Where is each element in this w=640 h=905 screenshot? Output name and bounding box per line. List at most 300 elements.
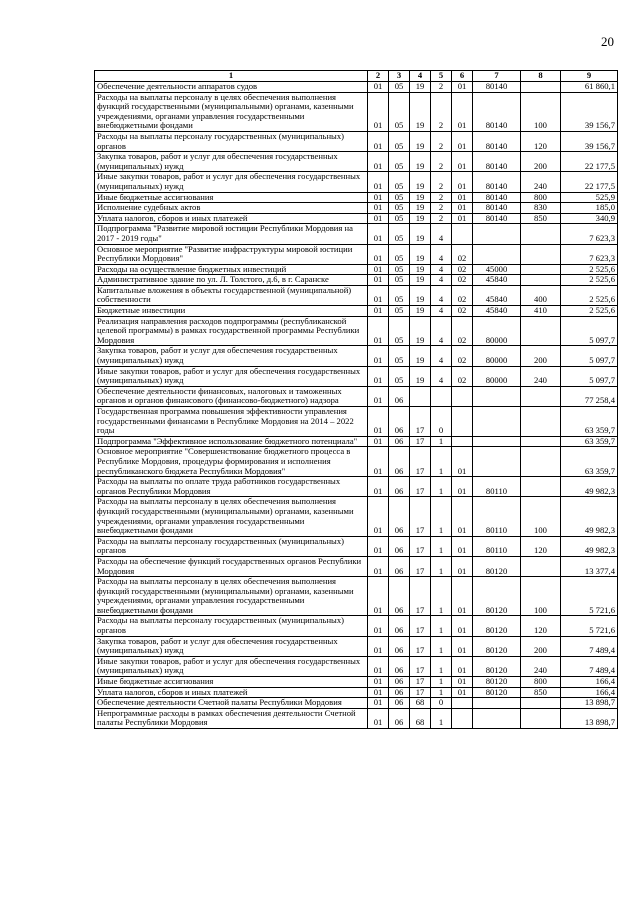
row-code-cell: 01 [452, 636, 473, 656]
row-amount-cell: 2 525,6 [561, 264, 618, 275]
row-code-cell [473, 708, 521, 728]
row-code-cell: 01 [368, 698, 389, 709]
row-name-cell: Исполнение судебных актов [95, 203, 368, 214]
row-code-cell: 19 [410, 82, 431, 93]
row-code-cell: 05 [389, 92, 410, 131]
row-code-cell: 02 [452, 316, 473, 346]
row-amount-cell: 22 177,5 [561, 172, 618, 192]
row-code-cell: 45840 [473, 285, 521, 305]
row-code-cell: 06 [389, 687, 410, 698]
row-code-cell: 01 [452, 616, 473, 636]
row-code-cell: 01 [452, 687, 473, 698]
row-code-cell [521, 82, 561, 93]
row-code-cell: 1 [431, 497, 452, 536]
row-code-cell: 4 [431, 275, 452, 286]
row-amount-cell: 13 898,7 [561, 698, 618, 709]
row-amount-cell: 22 177,5 [561, 152, 618, 172]
row-code-cell: 4 [431, 285, 452, 305]
row-code-cell: 01 [368, 92, 389, 131]
row-name-cell: Иные бюджетные ассигнования [95, 192, 368, 203]
row-amount-cell: 5 097,7 [561, 346, 618, 366]
row-code-cell: 4 [431, 264, 452, 275]
row-code-cell: 01 [368, 213, 389, 224]
row-code-cell: 80120 [473, 677, 521, 688]
row-name-cell: Закупка товаров, работ и услуг для обеспечения государственных (муниципальных) нужд [95, 346, 368, 366]
row-amount-cell: 39 156,7 [561, 92, 618, 131]
row-code-cell: 01 [368, 192, 389, 203]
row-code-cell: 01 [368, 244, 389, 264]
row-code-cell: 01 [368, 306, 389, 317]
row-amount-cell: 166,4 [561, 677, 618, 688]
row-code-cell: 05 [389, 192, 410, 203]
row-code-cell: 06 [389, 677, 410, 688]
row-code-cell: 06 [389, 477, 410, 497]
row-code-cell [452, 698, 473, 709]
row-code-cell: 19 [410, 316, 431, 346]
row-code-cell: 17 [410, 536, 431, 556]
row-code-cell: 830 [521, 203, 561, 214]
row-code-cell [452, 708, 473, 728]
row-code-cell: 05 [389, 346, 410, 366]
row-name-cell: Расходы на выплаты персоналу в целях обеспечения выполнения функций государственными (муниципальными) органами, казенными учреждениями, органами управления государственными внебюджетными фондами [95, 92, 368, 131]
row-amount-cell: 13 377,4 [561, 556, 618, 576]
row-code-cell: 01 [368, 677, 389, 688]
row-code-cell: 01 [368, 224, 389, 244]
table-row [95, 306, 618, 317]
row-amount-cell: 61 860,1 [561, 82, 618, 93]
row-code-cell: 17 [410, 436, 431, 447]
row-code-cell: 06 [389, 708, 410, 728]
row-code-cell [521, 477, 561, 497]
row-code-cell: 2 [431, 203, 452, 214]
row-code-cell: 17 [410, 556, 431, 576]
row-name-cell: Иные закупки товаров, работ и услуг для обеспечения государственных (муниципальных) нужд [95, 172, 368, 192]
row-code-cell: 02 [452, 264, 473, 275]
table-row [95, 131, 618, 151]
row-code-cell: 01 [368, 131, 389, 151]
row-code-cell: 80120 [473, 616, 521, 636]
row-code-cell: 80140 [473, 152, 521, 172]
row-name-cell: Расходы на выплаты персоналу государственных (муниципальных) органов [95, 616, 368, 636]
row-code-cell: 05 [389, 306, 410, 317]
row-code-cell: 240 [521, 366, 561, 386]
row-code-cell: 80120 [473, 556, 521, 576]
row-code-cell: 01 [368, 536, 389, 556]
row-code-cell: 01 [368, 316, 389, 346]
row-code-cell: 19 [410, 131, 431, 151]
row-name-cell: Иные закупки товаров, работ и услуг для обеспечения государственных (муниципальных) нужд [95, 366, 368, 386]
row-code-cell: 410 [521, 306, 561, 317]
row-code-cell: 4 [431, 224, 452, 244]
row-code-cell [521, 447, 561, 477]
row-code-cell: 80140 [473, 172, 521, 192]
row-code-cell: 01 [368, 152, 389, 172]
row-code-cell: 02 [452, 346, 473, 366]
table-row [95, 708, 618, 728]
row-amount-cell: 7 489,4 [561, 636, 618, 656]
row-code-cell: 4 [431, 306, 452, 317]
table-row [95, 677, 618, 688]
row-code-cell: 45840 [473, 275, 521, 286]
row-code-cell: 2 [431, 131, 452, 151]
table-row [95, 192, 618, 203]
row-name-cell: Расходы на выплаты по оплате труда работников государственных органов Республики Мордовия [95, 477, 368, 497]
row-code-cell: 80120 [473, 636, 521, 656]
row-code-cell: 45840 [473, 306, 521, 317]
row-code-cell: 01 [368, 687, 389, 698]
row-amount-cell: 2 525,6 [561, 285, 618, 305]
row-code-cell: 01 [452, 556, 473, 576]
row-name-cell: Уплата налогов, сборов и иных платежей [95, 687, 368, 698]
row-code-cell: 06 [389, 447, 410, 477]
row-code-cell [521, 386, 561, 406]
row-code-cell: 06 [389, 556, 410, 576]
row-code-cell: 4 [431, 316, 452, 346]
row-code-cell: 01 [368, 203, 389, 214]
budget-table [94, 70, 618, 729]
row-amount-cell: 49 982,3 [561, 477, 618, 497]
row-code-cell: 80120 [473, 577, 521, 616]
row-code-cell: 120 [521, 131, 561, 151]
row-code-cell: 68 [410, 708, 431, 728]
row-code-cell [431, 386, 452, 406]
row-code-cell: 1 [431, 677, 452, 688]
row-code-cell: 01 [452, 656, 473, 676]
row-code-cell: 01 [368, 497, 389, 536]
row-name-cell: Бюджетные инвестиции [95, 306, 368, 317]
row-code-cell: 19 [410, 244, 431, 264]
table-row [95, 366, 618, 386]
row-amount-cell: 166,4 [561, 687, 618, 698]
row-name-cell: Расходы на обеспечение функций государственных органов Республики Мордовия [95, 556, 368, 576]
row-code-cell [452, 224, 473, 244]
row-code-cell: 80140 [473, 203, 521, 214]
row-code-cell [521, 556, 561, 576]
row-code-cell: 2 [431, 92, 452, 131]
row-name-cell: Расходы на выплаты персоналу государственных (муниципальных) органов [95, 131, 368, 151]
row-code-cell: 01 [452, 677, 473, 688]
table-row [95, 636, 618, 656]
row-code-cell: 17 [410, 477, 431, 497]
column-header: 7 [473, 71, 521, 82]
row-code-cell: 06 [389, 386, 410, 406]
row-code-cell: 1 [431, 708, 452, 728]
table-row [95, 275, 618, 286]
row-code-cell: 05 [389, 131, 410, 151]
table-row [95, 536, 618, 556]
row-code-cell: 19 [410, 172, 431, 192]
row-code-cell: 01 [368, 264, 389, 275]
row-code-cell [452, 407, 473, 437]
row-code-cell: 01 [452, 536, 473, 556]
row-code-cell: 01 [452, 82, 473, 93]
table-row [95, 577, 618, 616]
row-amount-cell: 49 982,3 [561, 497, 618, 536]
table-row [95, 213, 618, 224]
row-code-cell: 800 [521, 192, 561, 203]
row-code-cell: 02 [452, 306, 473, 317]
table-row [95, 497, 618, 536]
table-row [95, 285, 618, 305]
row-code-cell: 19 [410, 366, 431, 386]
row-code-cell: 80000 [473, 366, 521, 386]
row-name-cell: Капитальные вложения в объекты государственной (муниципальной) собственности [95, 285, 368, 305]
row-code-cell: 01 [368, 656, 389, 676]
row-code-cell: 06 [389, 407, 410, 437]
row-code-cell: 240 [521, 172, 561, 192]
row-code-cell: 01 [368, 275, 389, 286]
row-name-cell: Закупка товаров, работ и услуг для обеспечения государственных (муниципальных) нужд [95, 152, 368, 172]
row-amount-cell: 7 623,3 [561, 244, 618, 264]
row-code-cell: 01 [452, 497, 473, 536]
row-amount-cell: 5 721,6 [561, 616, 618, 636]
row-code-cell: 01 [368, 447, 389, 477]
row-code-cell: 02 [452, 244, 473, 264]
row-code-cell: 01 [368, 407, 389, 437]
row-code-cell: 2 [431, 152, 452, 172]
row-name-cell: Обеспечение деятельности аппаратов судов [95, 82, 368, 93]
row-code-cell: 05 [389, 152, 410, 172]
row-code-cell [521, 316, 561, 346]
row-code-cell: 17 [410, 577, 431, 616]
row-amount-cell: 7 623,3 [561, 224, 618, 244]
row-code-cell: 17 [410, 497, 431, 536]
table-row [95, 244, 618, 264]
row-name-cell: Административное здание по ул. Л. Толстого, д.6, в г. Саранске [95, 275, 368, 286]
column-header: 5 [431, 71, 452, 82]
row-code-cell: 01 [368, 82, 389, 93]
row-code-cell: 19 [410, 285, 431, 305]
row-code-cell [473, 244, 521, 264]
row-code-cell: 850 [521, 213, 561, 224]
row-code-cell: 80110 [473, 477, 521, 497]
row-code-cell: 80140 [473, 82, 521, 93]
row-code-cell: 1 [431, 436, 452, 447]
row-code-cell [521, 698, 561, 709]
row-code-cell: 01 [368, 285, 389, 305]
row-amount-cell: 2 525,6 [561, 306, 618, 317]
row-code-cell: 80120 [473, 656, 521, 676]
row-code-cell: 01 [368, 386, 389, 406]
page-number: 20 [601, 34, 614, 49]
row-code-cell: 19 [410, 203, 431, 214]
row-code-cell: 17 [410, 656, 431, 676]
row-code-cell: 05 [389, 244, 410, 264]
row-amount-cell: 77 258,4 [561, 386, 618, 406]
row-code-cell: 02 [452, 285, 473, 305]
row-name-cell: Расходы на выплаты персоналу в целях обеспечения выполнения функций государственными (муниципальными) органами, казенными учреждениями, органами управления государственными внебюджетными фондами [95, 577, 368, 616]
row-name-cell: Подпрограмма "Эффективное использование бюджетного потенциала" [95, 436, 368, 447]
row-code-cell: 01 [452, 152, 473, 172]
row-code-cell: 17 [410, 677, 431, 688]
row-code-cell: 17 [410, 687, 431, 698]
row-code-cell: 80000 [473, 346, 521, 366]
table-row [95, 264, 618, 275]
row-code-cell: 01 [368, 556, 389, 576]
row-code-cell: 1 [431, 477, 452, 497]
row-code-cell: 1 [431, 616, 452, 636]
row-code-cell: 1 [431, 556, 452, 576]
row-code-cell: 19 [410, 192, 431, 203]
row-code-cell: 17 [410, 447, 431, 477]
row-code-cell: 80140 [473, 192, 521, 203]
row-code-cell: 19 [410, 306, 431, 317]
row-code-cell: 01 [452, 447, 473, 477]
row-code-cell: 17 [410, 616, 431, 636]
row-code-cell [473, 386, 521, 406]
row-code-cell: 05 [389, 224, 410, 244]
table-row [95, 698, 618, 709]
row-code-cell [473, 447, 521, 477]
row-code-cell: 05 [389, 275, 410, 286]
row-code-cell: 02 [452, 275, 473, 286]
row-code-cell: 01 [368, 708, 389, 728]
row-code-cell: 2 [431, 213, 452, 224]
row-code-cell: 2 [431, 172, 452, 192]
row-code-cell: 05 [389, 203, 410, 214]
row-amount-cell: 7 489,4 [561, 656, 618, 676]
row-code-cell: 05 [389, 316, 410, 346]
table-row [95, 556, 618, 576]
row-code-cell: 200 [521, 152, 561, 172]
row-amount-cell: 63 359,7 [561, 407, 618, 437]
row-code-cell: 06 [389, 497, 410, 536]
table-row [95, 172, 618, 192]
row-code-cell: 19 [410, 152, 431, 172]
row-amount-cell: 5 097,7 [561, 316, 618, 346]
row-code-cell: 01 [452, 172, 473, 192]
row-code-cell: 01 [368, 172, 389, 192]
column-header: 4 [410, 71, 431, 82]
row-code-cell: 17 [410, 407, 431, 437]
table-row [95, 616, 618, 636]
table-row [95, 407, 618, 437]
row-name-cell: Государственная программа повышения эффективности управления государственными финансами в Республике Мордовия на 2014 – 2022 годы [95, 407, 368, 437]
row-code-cell: 80120 [473, 687, 521, 698]
row-code-cell: 80110 [473, 497, 521, 536]
row-name-cell: Непрограммные расходы в рамках обеспечения деятельности Счетной палаты Республики Мордовия [95, 708, 368, 728]
row-code-cell: 100 [521, 92, 561, 131]
row-code-cell: 06 [389, 616, 410, 636]
row-amount-cell: 525,9 [561, 192, 618, 203]
table-row [95, 316, 618, 346]
table-row [95, 152, 618, 172]
row-code-cell [521, 436, 561, 447]
row-code-cell [521, 244, 561, 264]
row-code-cell: 06 [389, 536, 410, 556]
row-code-cell: 0 [431, 698, 452, 709]
column-header: 2 [368, 71, 389, 82]
row-code-cell: 01 [452, 577, 473, 616]
row-name-cell: Реализация направления расходов подпрограммы (республиканской целевой программы) в рамках государственной программы Республики Мордовия [95, 316, 368, 346]
row-code-cell: 80140 [473, 92, 521, 131]
row-code-cell: 01 [452, 203, 473, 214]
row-code-cell: 800 [521, 677, 561, 688]
row-name-cell: Иные бюджетные ассигнования [95, 677, 368, 688]
row-code-cell [521, 407, 561, 437]
row-code-cell: 1 [431, 577, 452, 616]
row-code-cell: 1 [431, 447, 452, 477]
row-code-cell: 1 [431, 636, 452, 656]
row-code-cell: 19 [410, 224, 431, 244]
row-code-cell [521, 275, 561, 286]
row-code-cell: 1 [431, 536, 452, 556]
row-code-cell: 06 [389, 698, 410, 709]
table-row [95, 687, 618, 698]
table-row [95, 477, 618, 497]
row-code-cell: 05 [389, 264, 410, 275]
row-amount-cell: 39 156,7 [561, 131, 618, 151]
row-code-cell: 02 [452, 366, 473, 386]
table-row [95, 447, 618, 477]
row-amount-cell: 13 898,7 [561, 708, 618, 728]
row-code-cell [410, 386, 431, 406]
row-code-cell: 05 [389, 172, 410, 192]
column-header: 6 [452, 71, 473, 82]
row-code-cell: 01 [452, 213, 473, 224]
row-name-cell: Обеспечение деятельности Счетной палаты Республики Мордовия [95, 698, 368, 709]
row-code-cell: 850 [521, 687, 561, 698]
row-code-cell: 05 [389, 285, 410, 305]
row-amount-cell: 5 097,7 [561, 366, 618, 386]
row-code-cell: 4 [431, 244, 452, 264]
row-code-cell [521, 708, 561, 728]
column-header: 3 [389, 71, 410, 82]
row-code-cell: 06 [389, 436, 410, 447]
row-code-cell: 19 [410, 213, 431, 224]
row-code-cell: 1 [431, 656, 452, 676]
row-name-cell: Закупка товаров, работ и услуг для обеспечения государственных (муниципальных) нужд [95, 636, 368, 656]
row-code-cell: 4 [431, 366, 452, 386]
row-name-cell: Обеспечение деятельности финансовых, налоговых и таможенных органов и органов финансового (финансово-бюджетного) надзора [95, 386, 368, 406]
row-name-cell: Уплата налогов, сборов и иных платежей [95, 213, 368, 224]
row-code-cell: 4 [431, 346, 452, 366]
row-amount-cell: 63 359,7 [561, 436, 618, 447]
row-amount-cell: 2 525,6 [561, 275, 618, 286]
row-amount-cell: 5 721,6 [561, 577, 618, 616]
row-code-cell: 17 [410, 636, 431, 656]
row-amount-cell: 340,9 [561, 213, 618, 224]
row-code-cell: 05 [389, 82, 410, 93]
column-header: 9 [561, 71, 618, 82]
row-code-cell: 01 [452, 92, 473, 131]
table-row [95, 436, 618, 447]
row-code-cell: 06 [389, 636, 410, 656]
column-header: 1 [95, 71, 368, 82]
row-name-cell: Расходы на выплаты персоналу государственных (муниципальных) органов [95, 536, 368, 556]
row-name-cell: Расходы на осуществление бюджетных инвестиций [95, 264, 368, 275]
row-code-cell: 01 [368, 366, 389, 386]
row-name-cell: Расходы на выплаты персоналу в целях обеспечения выполнения функций государственными (муниципальными) органами, казенными учреждениями, органами управления государственными внебюджетными фондами [95, 497, 368, 536]
table-row [95, 203, 618, 214]
row-code-cell: 400 [521, 285, 561, 305]
row-amount-cell: 63 359,7 [561, 447, 618, 477]
table-row [95, 346, 618, 366]
row-code-cell [473, 407, 521, 437]
row-code-cell: 200 [521, 636, 561, 656]
row-code-cell: 80140 [473, 131, 521, 151]
row-code-cell: 01 [368, 346, 389, 366]
row-code-cell [521, 224, 561, 244]
row-code-cell: 200 [521, 346, 561, 366]
row-code-cell: 1 [431, 687, 452, 698]
row-code-cell: 19 [410, 264, 431, 275]
table-row [95, 386, 618, 406]
row-code-cell: 100 [521, 497, 561, 536]
row-code-cell: 100 [521, 577, 561, 616]
table-row [95, 92, 618, 131]
row-code-cell: 01 [368, 616, 389, 636]
